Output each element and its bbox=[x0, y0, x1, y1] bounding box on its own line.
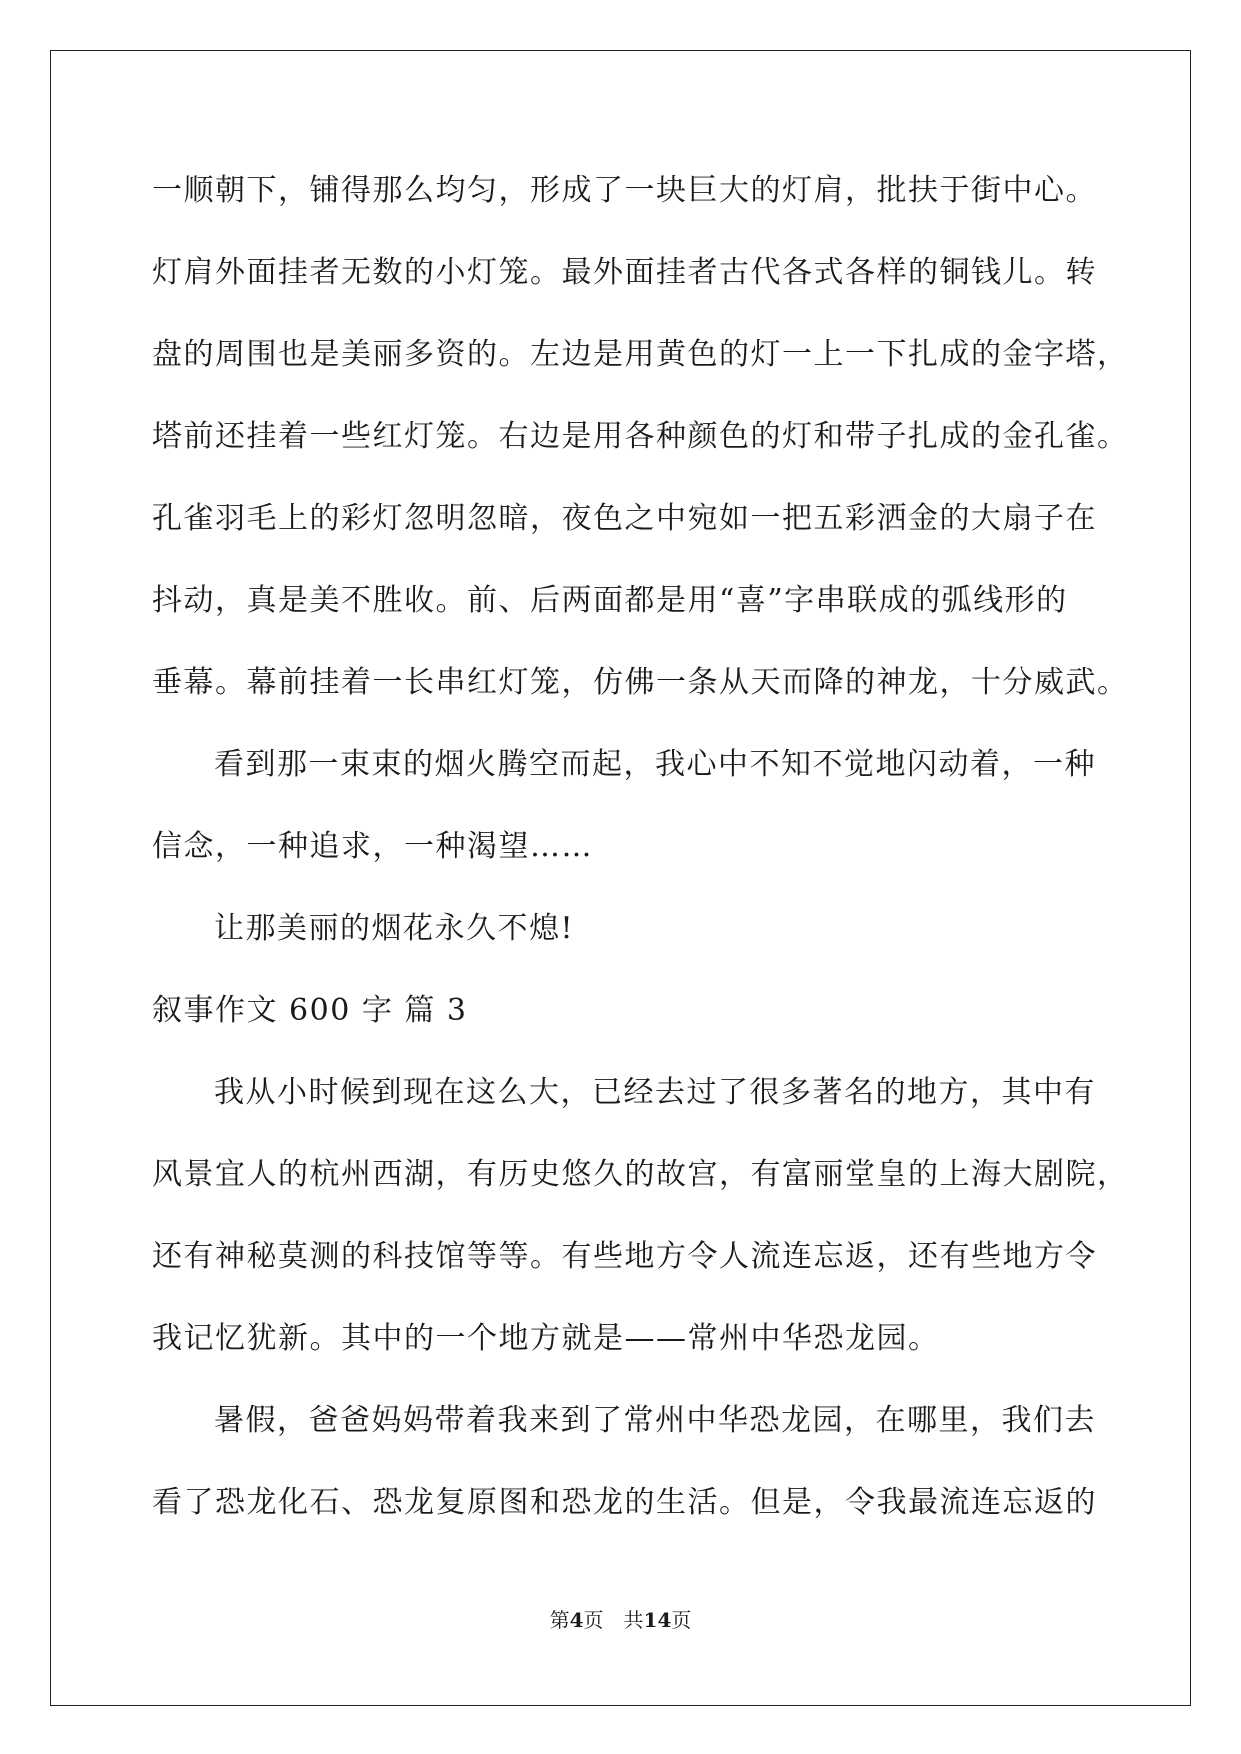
text-line: 我记忆犹新。其中的一个地方就是——常州中华恐龙园。 bbox=[152, 1321, 940, 1356]
text-line: 一顺朝下，铺得那么均匀，形成了一块巨大的灯肩，批扶于街中心。 bbox=[152, 173, 1097, 208]
text-line: 风景宜人的杭州西湖，有历史悠久的故宫，有富丽堂皇的上海大剧院， bbox=[152, 1157, 1129, 1192]
paragraph-start-line: 看到那一束束的烟火腾空而起，我心中不知不觉地闪动着，一种 bbox=[214, 747, 1096, 782]
section-heading: 叙事作文 600 字 篇 3 bbox=[152, 993, 468, 1028]
text-line: 信念，一种追求，一种渴望…… bbox=[152, 829, 593, 864]
paragraph-start-line: 我从小时候到现在这么大，已经去过了很多著名的地方，其中有 bbox=[214, 1075, 1096, 1110]
total-pages: 14 bbox=[643, 1608, 672, 1632]
page-suffix: 页 bbox=[583, 1608, 604, 1632]
page-prefix: 第 bbox=[549, 1608, 570, 1632]
text-line: 塔前还挂着一些红灯笼。右边是用各种颜色的灯和带子扎成的金孔雀。 bbox=[152, 419, 1129, 454]
text-line: 垂幕。幕前挂着一长串红灯笼，仿佛一条从天而降的神龙，十分威武。 bbox=[152, 665, 1129, 700]
total-suffix: 页 bbox=[671, 1608, 692, 1632]
text-line: 看了恐龙化石、恐龙复原图和恐龙的生活。但是，令我最流连忘返的 bbox=[152, 1485, 1097, 1520]
paragraph-start-line: 让那美丽的烟花永久不熄! bbox=[214, 911, 575, 946]
page-number: 4 bbox=[569, 1608, 584, 1632]
text-line: 抖动，真是美不胜收。前、后两面都是用“喜”字串联成的弧线形的 bbox=[152, 583, 1068, 618]
text-line: 还有神秘莫测的科技馆等等。有些地方令人流连忘返，还有些地方令 bbox=[152, 1239, 1097, 1274]
text-line: 孔雀羽毛上的彩灯忽明忽暗，夜色之中宛如一把五彩洒金的大扇子在 bbox=[152, 501, 1097, 536]
text-line: 盘的周围也是美丽多资的。左边是用黄色的灯一上一下扎成的金字塔， bbox=[152, 337, 1129, 372]
document-body bbox=[152, 150, 1129, 1544]
text-line: 灯肩外面挂者无数的小灯笼。最外面挂者古代各式各样的铜钱儿。转 bbox=[152, 255, 1097, 290]
total-prefix: 共 bbox=[623, 1608, 644, 1632]
paragraph-start-line: 暑假，爸爸妈妈带着我来到了常州中华恐龙园，在哪里，我们去 bbox=[214, 1403, 1096, 1438]
page-footer bbox=[0, 1604, 1241, 1633]
